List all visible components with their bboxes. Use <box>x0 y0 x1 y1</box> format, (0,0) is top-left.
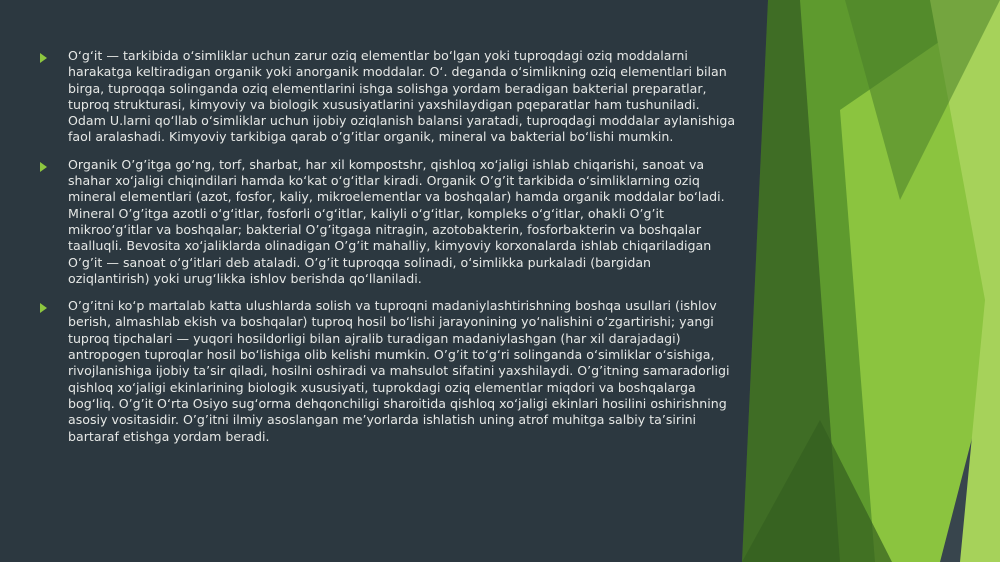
bullet-text: Organik O’g’itga go‘ng, torf, sharbat, har xil kompostshr, qishloq xo‘jaligi ishlab chiqarishi, sanoat va shahar xo‘jaligi chiqindilari hamda ko‘kat o‘g‘itlar kiradi. Organik O’g’it tarkibida o‘simliklarning oziq mineral elementlari (azot, fosfor, kaliy, mikroelementlar va boshqalar) hamda organik moddalar bo‘ladi. Mineral O’g’itga azotli o‘g‘itlar, fosforli o‘g‘itlar, kaliyli o‘g‘itlar, kompleks o‘g‘itlar, ohakli O’g’it mikroo‘g‘itlar va boshqalar; bakterial O’g’itgaga nitragin, azotobakterin, fosforbakterin va boshqalar taalluqli. Bevosita xo‘jaliklarda olinadigan O’g’it mahalliy, kimyoviy korxonalarda ishlab chiqariladigan O’g’it — sanoat o‘g‘itlari deb ataladi. O’g’it tuproqqa solinadi, o‘simlikka purkaladi (bargidan oziqlantirish) yoki urug‘likka ishlov berishda qo‘llaniladi. <box>68 156 725 286</box>
bullet-item <box>36 157 736 287</box>
text-content <box>36 48 736 456</box>
bullet-item <box>36 48 736 146</box>
triangle-right-icon <box>40 303 47 313</box>
triangle-right-icon <box>40 53 47 63</box>
bullet-item <box>36 298 736 445</box>
bullet-text: O‘g‘it — tarkibida o‘simliklar uchun zarur oziq elementlar bo‘lgan yoki tuproqdagi oziq moddalarni harakatga keltiradigan organik yoki anorganik moddalar. O‘. deganda o‘simlikning oziq elementlari bilan birga, tuproqqa solinganda oziq elementlarini ishga solishga yordam beradigan bakterial preparatlar, tuproq strukturasi, kimyoviy va biologik xususiyatlarini yaxshilaydigan pqeparatlar ham tushuniladi. Odam U.larni qo‘llab o‘simliklar uchun ijobiy oziqlanish balansi yaratadi, tuproqdagi moddalar aylanishiga faol aralashadi. Kimyoviy tarkibiga qarab o’g’itlar organik, mineral va bakterial bo‘lishi mumkin. <box>68 48 736 145</box>
bullet-text: O’g’itni ko‘p martalab katta ulushlarda solish va tuproqni madaniylashtirishning boshqa usullari (ishlov berish, almashlab ekish va boshqalar) tuproq hosil bo‘lishi jarayonining yo‘nalishini o‘zgartirishi; yangi tuproq tipchalari — yuqori hosildorligi bilan ajralib turadigan madaniylashgan (har xil darajadagi) antropogen tuproqlar hosil bo‘lishiga olib kelishi mumkin. O’g’it to‘g‘ri solinganda o‘simliklar o‘sishiga, rivojlanishiga ijobiy ta’sir qiladi, hosilni oshiradi va mahsulot sifatini yaxshilaydi. O’g’itning samaradorligi qishloq xo‘jaligi ekinlarining biologik xususiyati, tuprokdagi oziq elementlar miqdori va boshqalarga bog‘liq. O’g’it O‘rta Osiyo sug‘orma dehqonchiligi sharoitida qishloq xo‘jaligi ekinlari hosilini oshirishning asosiy vositasidir. O’g’itni ilmiy asoslangan me’yorlarda ishlatish uning atrof muhitga salbiy ta’sirini bartaraf etishga yordam beradi. <box>68 298 730 444</box>
triangle-right-icon <box>40 162 47 172</box>
